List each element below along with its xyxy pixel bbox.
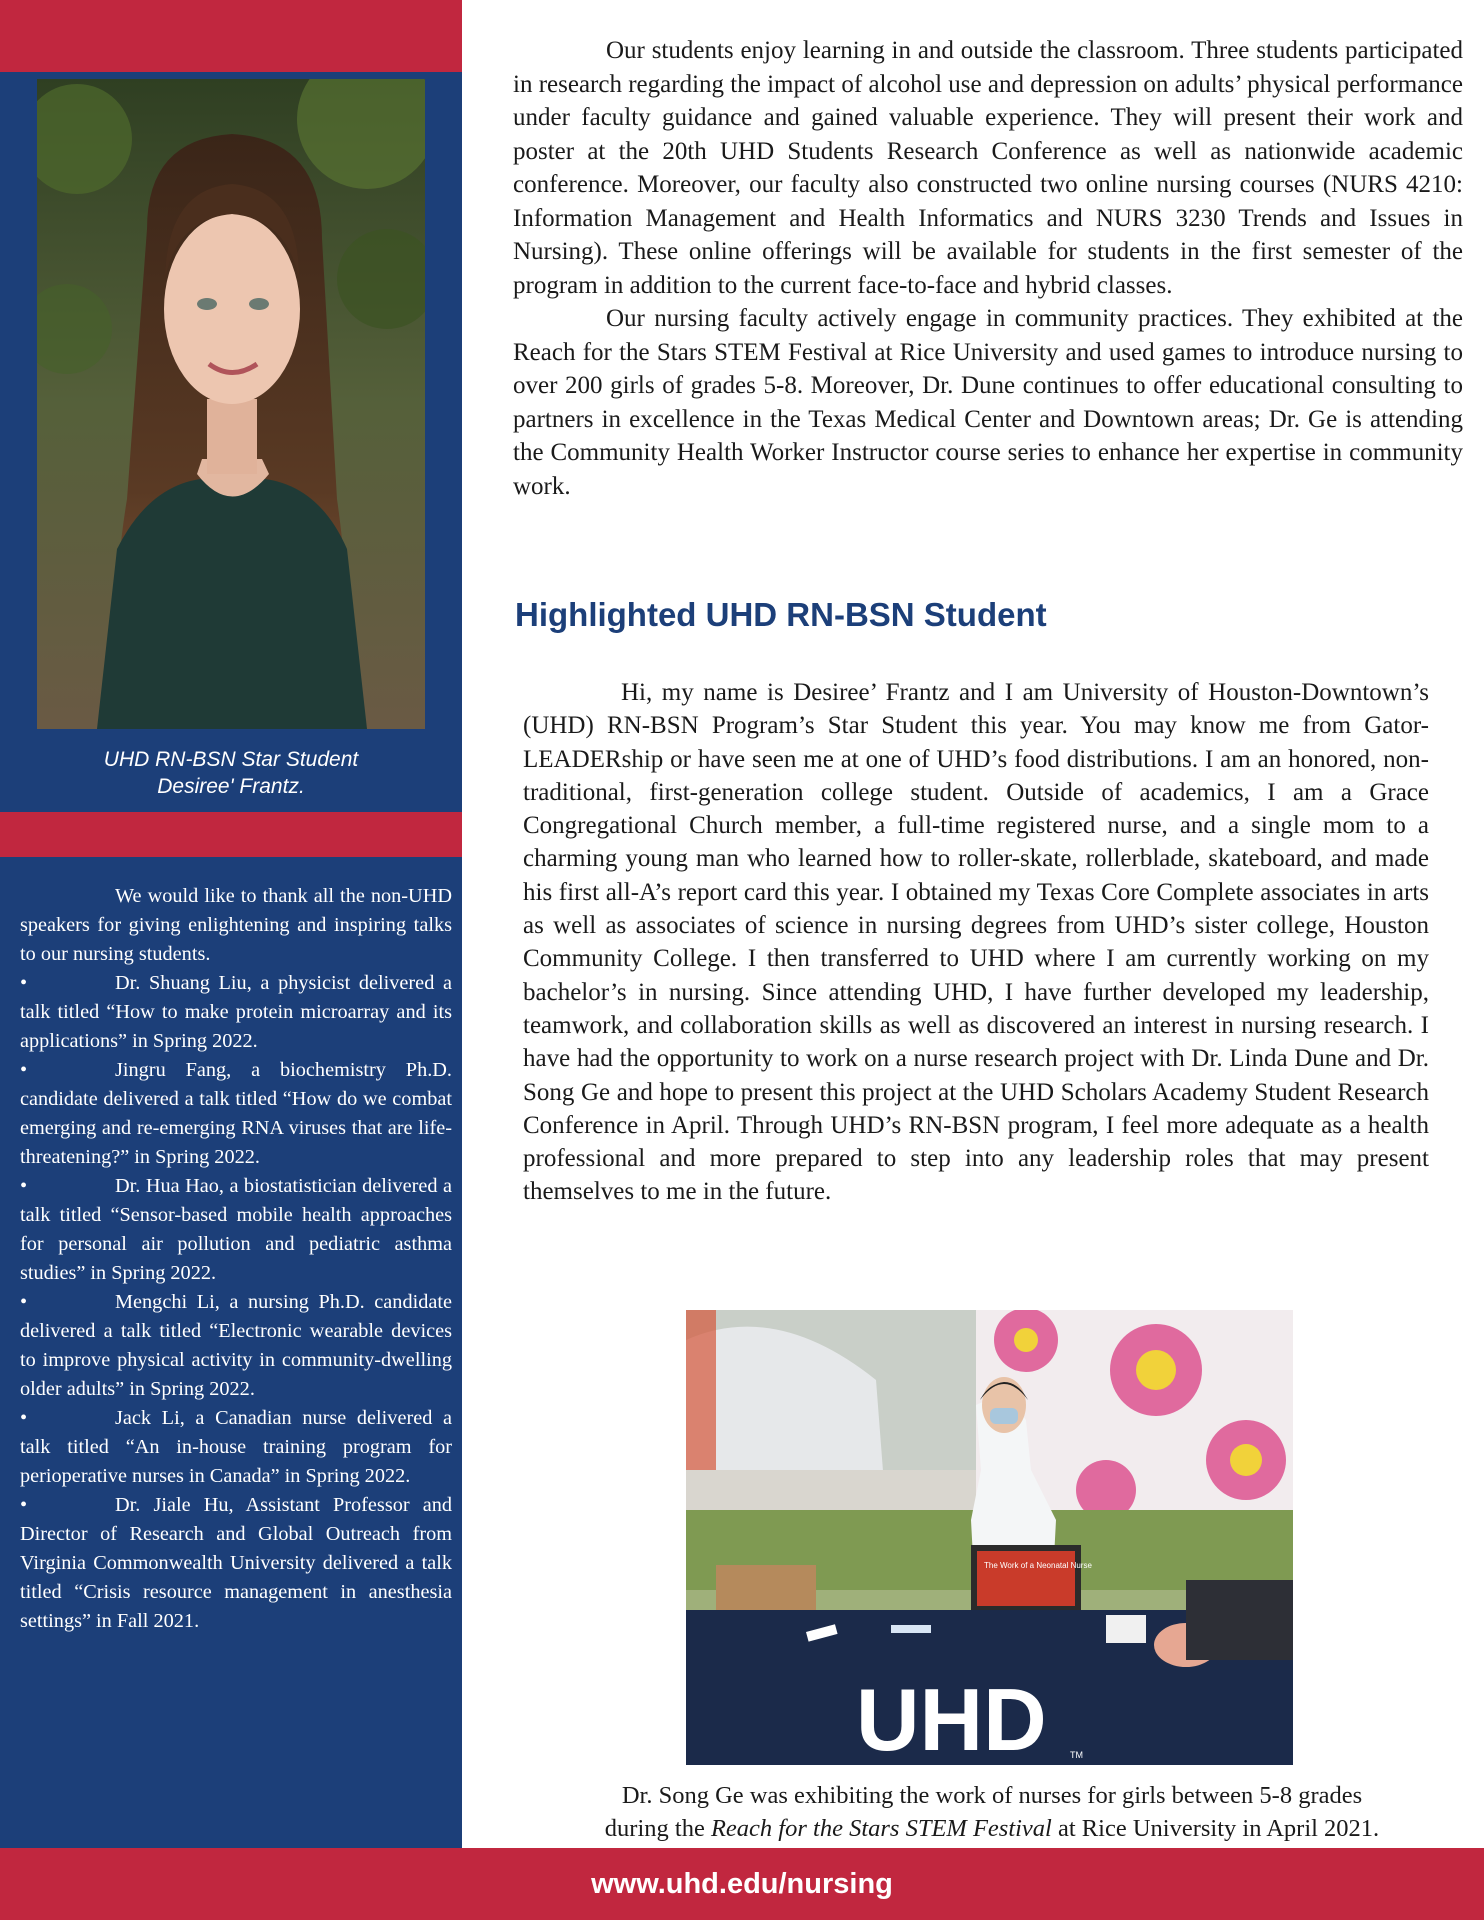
- student-portrait-photo: [37, 79, 425, 729]
- thanks-intro: We would like to thank all the non-UHD speakers for giving enlightening and inspiring talks to our nursing students.: [20, 885, 452, 965]
- caption-suffix: at Rice University in April 2021.: [1058, 1815, 1380, 1842]
- photo-caption-line2: [520, 1812, 1464, 1845]
- sidebar-top-red-band: [0, 0, 462, 72]
- table-banner-logo: UHD: [856, 1670, 1047, 1765]
- portrait-caption: [37, 746, 425, 800]
- student-story: [523, 676, 1429, 1209]
- main-text: [513, 34, 1463, 503]
- speaker-text: Mengchi Li, a nursing Ph.D. candidate delivered a talk titled “Electronic wearable devices to improve physical activity in community-dwelling older adults” in Spring 2022.: [20, 1291, 452, 1400]
- speaker-text: Dr. Jiale Hu, Assistant Professor and Director of Research and Global Outreach from Virginia Commonwealth University delivered a talk titled “Crisis resource management in anesthesia settings” in Fall 2021.: [20, 1494, 452, 1632]
- speaker-item: [20, 969, 452, 1056]
- speaker-item: [20, 1288, 452, 1404]
- bullet: •: [20, 1407, 28, 1429]
- speaker-item: [20, 1172, 452, 1288]
- paragraph-faculty-community: Our nursing faculty actively engage in community practices. They exhibited at the Reach for the Stars STEM Festival at Rice University and used games to introduce nursing to over 200 girls of grades 5-8. Moreover, Dr. Dune continues to offer educational consulting to partners in excellence in the Texas Medical Center and Downtown areas; Dr. Ge is attending the Community Health Worker Instructor course series to enhance her expertise in community work.: [513, 305, 1463, 500]
- bullet: •: [20, 1059, 28, 1081]
- section-heading: Highlighted UHD RN-BSN Student: [515, 596, 1047, 633]
- bullet: •: [20, 1175, 28, 1197]
- exhibit-photo: [686, 1310, 1293, 1765]
- caption-student-name: Desiree' Frantz.: [157, 775, 305, 798]
- paragraph-student-research: Our students enjoy learning in and outside the classroom. Three students participated in research regarding the impact of alcohol use and depression on adults’ physical performance under faculty guidance and gained valuable experience. They will present their work and poster at the 20th UHD Students Research Conference as well as nationwide academic conference. Moreover, our faculty also constructed two online nursing courses (NURS 4210: Information Management and Health Informatics and NURS 3230 Trends and Issues in Nursing). These online offerings will be available for students in the first semester of the program in addition to the current face-to-face and hybrid classes.: [513, 37, 1463, 299]
- speaker-text: Dr. Hua Hao, a biostatistician delivered a talk titled “Sensor-based mobile health approaches for personal air pollution and pediatric asthma studies” in Spring 2022.: [20, 1175, 452, 1284]
- speaker-text: Jack Li, a Canadian nurse delivered a talk titled “An in-house training program for perioperative nurses in Canada” in Spring 2022.: [20, 1407, 452, 1487]
- speaker-item: [20, 1404, 452, 1491]
- table-banner-tm: TM: [1070, 1750, 1083, 1760]
- caption-program: UHD RN-BSN: [103, 748, 236, 771]
- speaker-item: [20, 1491, 452, 1636]
- caption-prefix: during the: [604, 1815, 705, 1842]
- caption-star-student: Star Student: [241, 748, 359, 771]
- photo-caption-line1: Dr. Song Ge was exhibiting the work of nurses for girls between 5-8 grades: [621, 1782, 1363, 1809]
- laptop-screen-text: The Work of a Neonatal Nurse: [984, 1561, 1092, 1570]
- speaker-item: [20, 1056, 452, 1172]
- bullet: •: [20, 1494, 28, 1516]
- bullet: •: [20, 972, 28, 994]
- student-paragraph: Hi, my name is Desiree’ Frantz and I am University of Houston-Downtown’s (UHD) RN-BSN Program’s Star Student this year. You may know me from Gator-LEADERship or have seen me at one of UHD’s food distributions. I am an honored, non-traditional, first-generation college student. Outside of academics, I am a Grace Congregational Church member, a full-time registered nurse, and a single mom to a charming young man who learned how to roller-skate, rollerblade, skateboard, and made his first all-A’s report card this year. I obtained my Texas Core Complete associates in arts as well as associates of science in nursing degrees from UHD’s sister college, Houston Community College. I then transferred to UHD where I am currently working on my bachelor’s in nursing. Since attending UHD, I have further developed my leadership, teamwork, and collaboration skills as well as discovered an interest in nursing research. I have had the opportunity to work on a nurse research project with Dr. Linda Dune and Dr. Song Ge and hope to present this project at the UHD Scholars Academy Student Research Conference in April. Through UHD’s RN-BSN program, I feel more adequate as a health professional and more prepared to step into any leadership roles that may present themselves to me in the future.: [523, 679, 1429, 1206]
- sidebar-middle-red-band: [0, 812, 462, 857]
- footer-url-link[interactable]: www.uhd.edu/nursing: [591, 1868, 893, 1900]
- festival-name: Reach for the Stars STEM Festival: [710, 1815, 1052, 1842]
- speaker-text: Jingru Fang, a biochemistry Ph.D. candidate delivered a talk titled “How do we combat emerging and re-emerging RNA viruses that are life-threatening?” in Spring 2022.: [20, 1059, 452, 1168]
- bullet: •: [20, 1291, 28, 1313]
- speaker-thanks-section: [20, 882, 452, 1636]
- speaker-text: Dr. Shuang Liu, a physicist delivered a talk titled “How to make protein microarray and its applications” in Spring 2022.: [20, 972, 452, 1052]
- exhibit-photo-caption: [520, 1779, 1464, 1845]
